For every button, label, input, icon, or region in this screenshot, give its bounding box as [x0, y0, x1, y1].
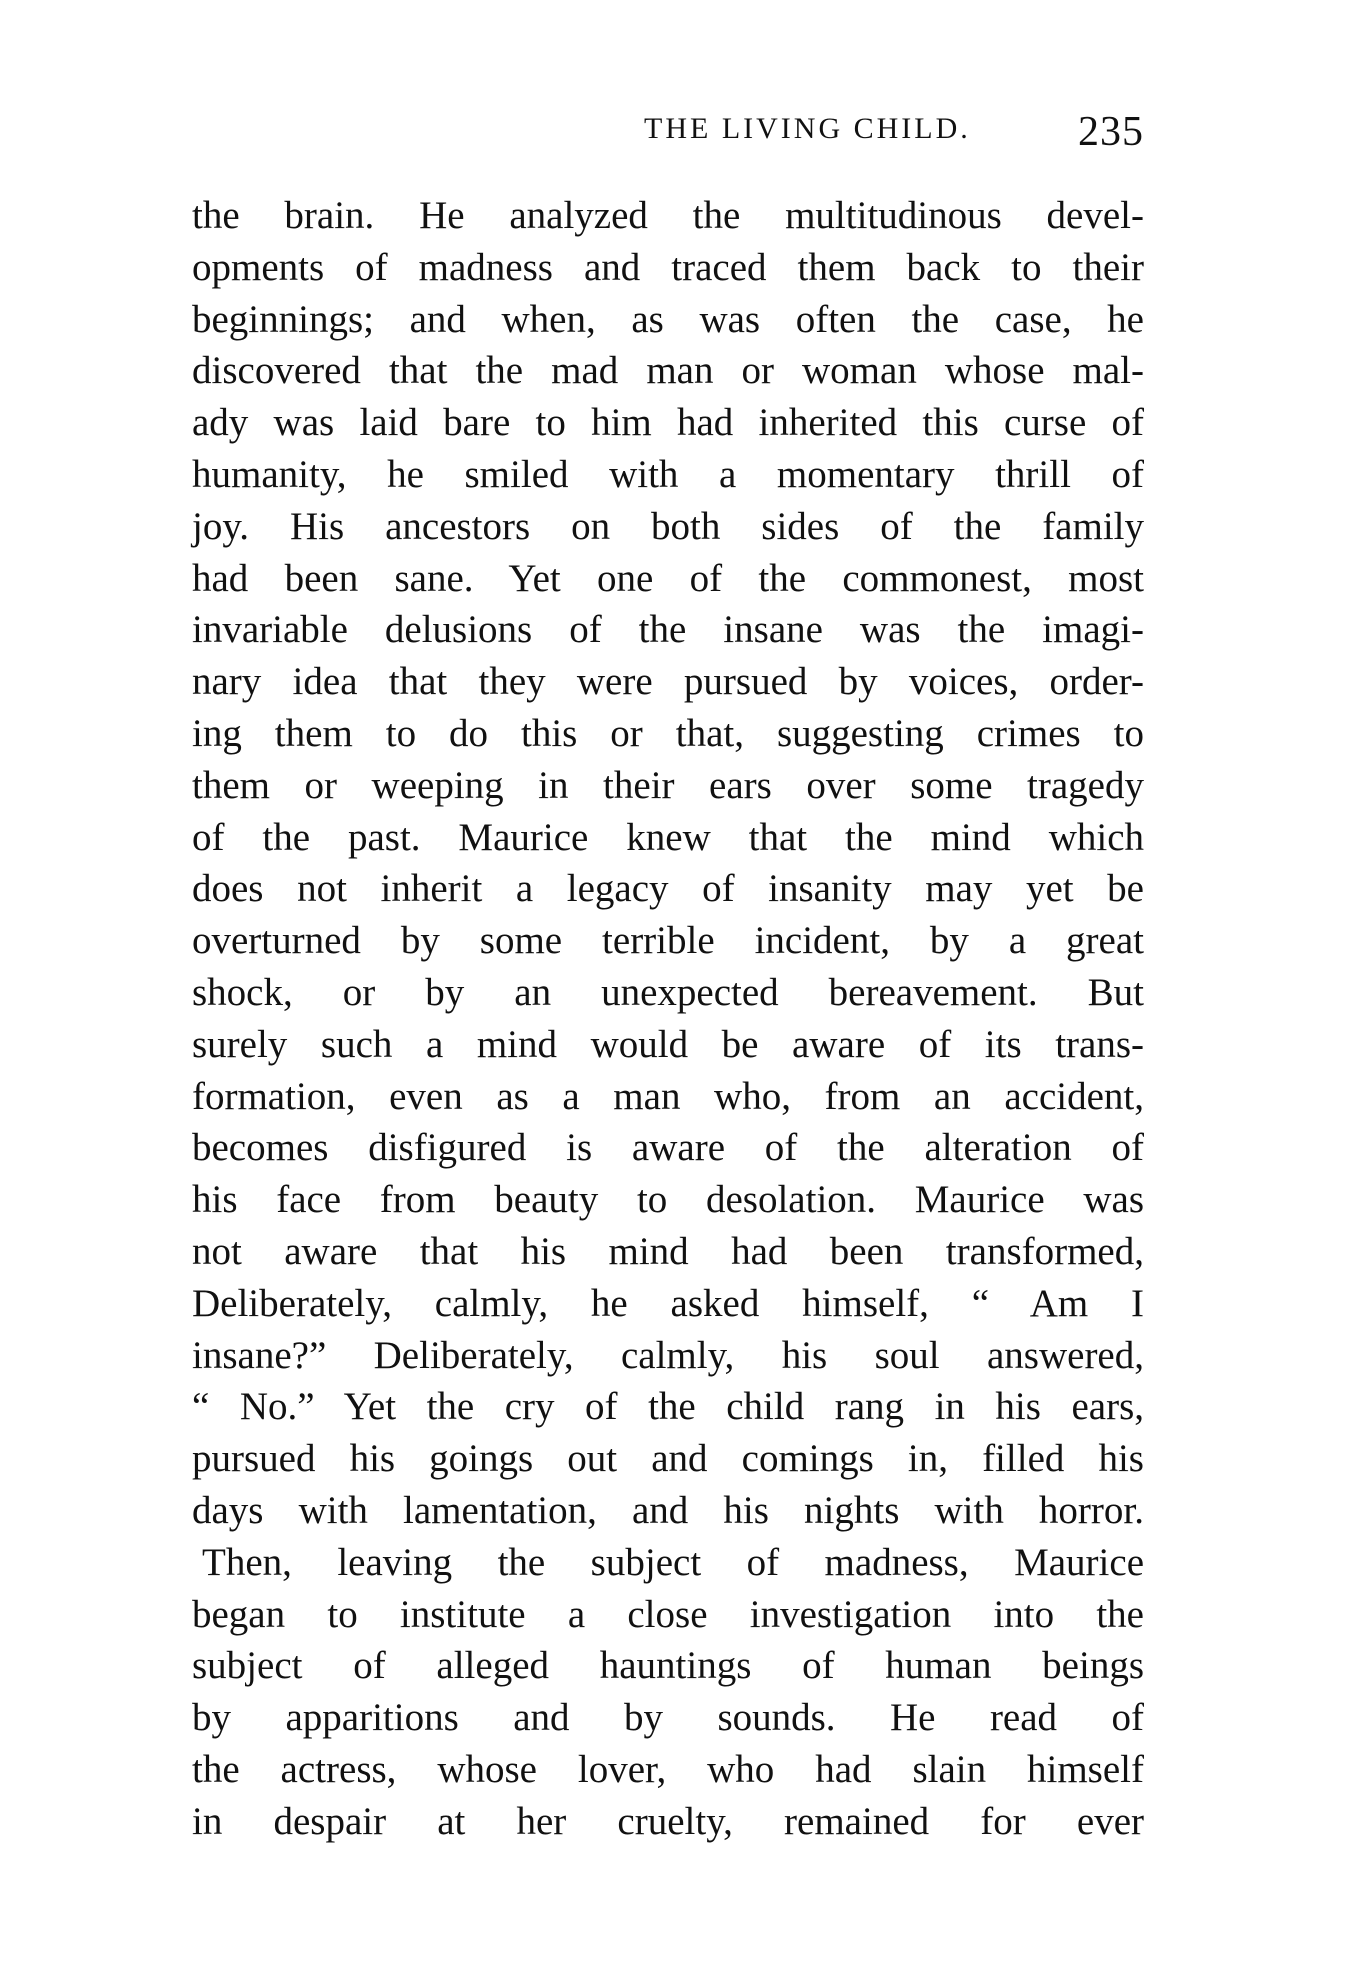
text-line: Then, leaving the subject of madness, Maurice: [202, 1540, 1144, 1584]
text-line: does not inherit a legacy of insanity may yet be: [192, 867, 1144, 911]
text-line: insane?” Deliberately, calmly, his soul answered,: [192, 1333, 1144, 1377]
text-line: began to institute a close investigation into the: [192, 1592, 1144, 1636]
body-text: [192, 190, 1144, 1848]
text-line: subject of alleged hauntings of human beings: [192, 1644, 1144, 1688]
text-line: beginnings; and when, as was often the case, he: [192, 297, 1144, 341]
text-line: ady was laid bare to him had inherited this curse of: [192, 401, 1144, 445]
text-line: of the past. Maurice knew that the mind which: [192, 815, 1144, 859]
text-line: his face from beauty to desolation. Maurice was: [192, 1178, 1144, 1222]
text-line: had been sane. Yet one of the commonest, most: [192, 556, 1144, 600]
paragraph: [192, 1537, 1144, 1848]
text-line: not aware that his mind had been transformed,: [192, 1229, 1144, 1273]
text-line: discovered that the mad man or woman whose mal-: [192, 349, 1144, 393]
text-line: them or weeping in their ears over some tragedy: [192, 763, 1144, 807]
text-line: “ No.” Yet the cry of the child rang in his ears,: [192, 1385, 1144, 1429]
text-line: joy. His ancestors on both sides of the family: [192, 504, 1144, 548]
paragraph: [192, 190, 1144, 1537]
text-line: in despair at her cruelty, remained for ever: [192, 1799, 1144, 1843]
text-line: the brain. He analyzed the multitudinous devel-: [192, 194, 1144, 237]
text-line: surely such a mind would be aware of its trans-: [192, 1022, 1144, 1066]
text-line: ing them to do this or that, suggesting crimes to: [192, 711, 1144, 755]
page-number: 235: [1078, 109, 1144, 155]
text-line: overturned by some terrible incident, by a great: [192, 919, 1144, 963]
text-line: days with lamentation, and his nights with horror.: [192, 1488, 1144, 1532]
text-line: Deliberately, calmly, he asked himself, “ Am I: [192, 1281, 1144, 1325]
text-line: shock, or by an unexpected bereavement. But: [192, 970, 1144, 1014]
text-line: humanity, he smiled with a momentary thrill of: [192, 452, 1144, 496]
text-line: the actress, whose lover, who had slain himself: [192, 1747, 1144, 1791]
text-line: nary idea that they were pursued by voices, order-: [192, 660, 1144, 704]
running-head: [192, 108, 1144, 158]
text-line: by apparitions and by sounds. He read of: [192, 1696, 1144, 1740]
text-line: becomes disfigured is aware of the alteration of: [192, 1126, 1144, 1170]
text-line: opments of madness and traced them back to their: [192, 245, 1144, 289]
text-line: pursued his goings out and comings in, filled his: [192, 1437, 1144, 1481]
text-line: formation, even as a man who, from an accident,: [192, 1074, 1144, 1118]
text-line: invariable delusions of the insane was the imagi-: [192, 608, 1144, 652]
running-head-title: THE LIVING CHILD.: [644, 112, 971, 145]
